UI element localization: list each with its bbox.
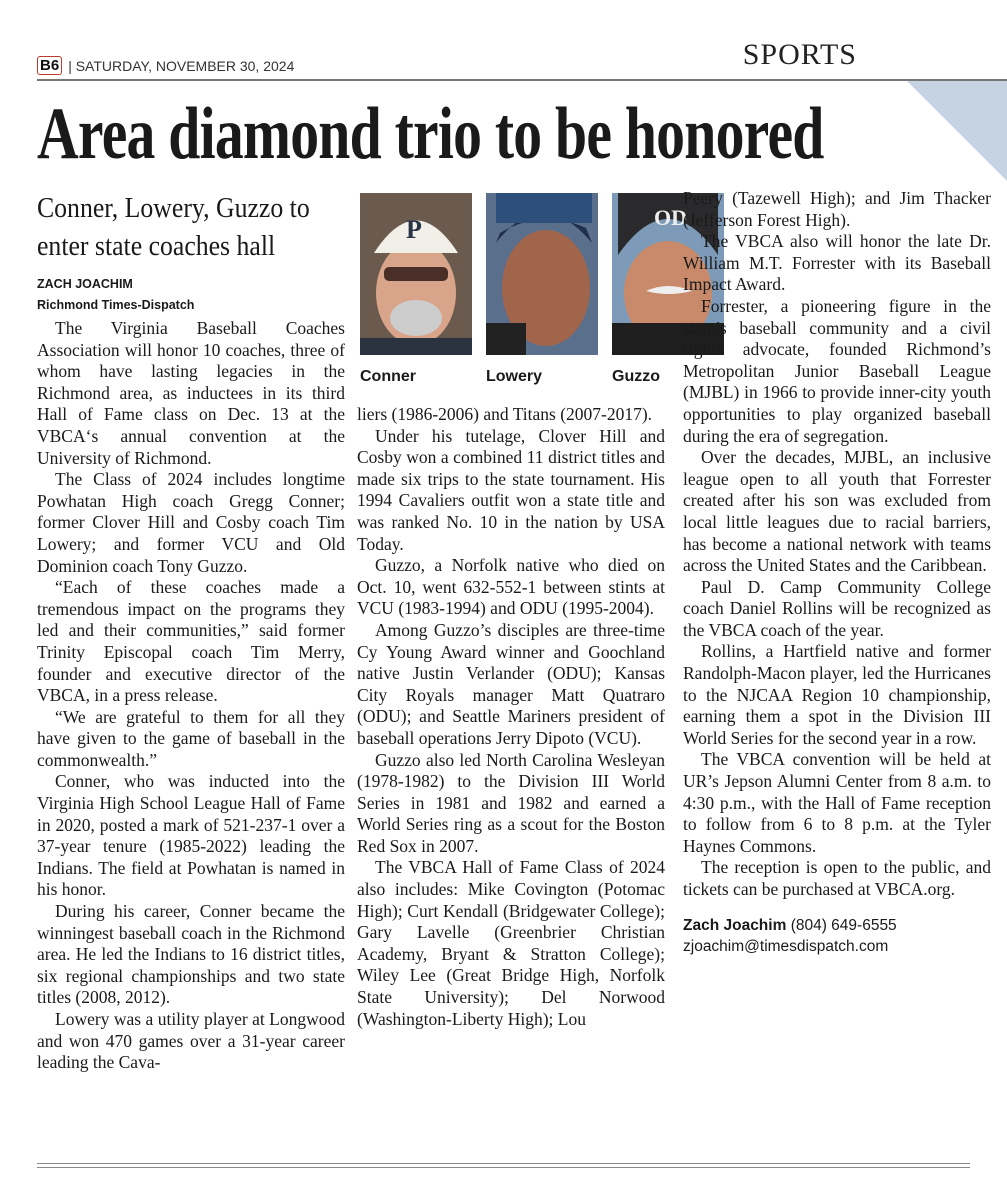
signoff-email[interactable]: zjoachim@timesdispatch.com (683, 937, 889, 955)
paragraph: “We are grateful to them for all they have given to the game of baseball in the commonwealth.” (37, 706, 345, 770)
author-signoff (683, 915, 991, 957)
paragraph: The Class of 2024 includes longtime Powhatan High coach Gregg Conner; former Clover Hill and Cosby coach Tim Lowery; and former VCU and Old Dominion coach Tony Guzzo. (37, 469, 345, 576)
issue-date: SATURDAY, NOVEMBER 30, 2024 (75, 57, 295, 74)
paragraph: Lowery was a utility player at Longwood and won 470 games over a 31-year career leading the Cava- (37, 1009, 345, 1073)
paragraph: During his career, Conner became the winningest baseball coach in the Richmond area. He led the Indians to 16 district titles, six regional championships and two state titles (2008, 2012). (37, 901, 345, 1008)
paragraph: “Each of these coaches made a tremendous impact on the programs they led and their communities,” said former Trinity Episcopal coach Tim Merry, founder and executive director of the VBCA, in a press release. (37, 577, 345, 706)
signoff-phone: (804) 649-6555 (790, 916, 897, 934)
folio (37, 56, 294, 75)
article-column-2 (357, 404, 665, 1030)
headline: Area diamond trio to be honored (37, 93, 824, 175)
byline (37, 274, 194, 316)
paragraph: Guzzo, a Norfolk native who died on Oct. 10, went 632-552-1 between stints at VCU (1983-1994) and ODU (1995-2004). (357, 555, 665, 619)
section-name: SPORTS (742, 38, 857, 71)
paragraph: Rollins, a Hartfield native and former Randolph-Macon player, led the Hurricanes to the NJCAA Region 10 championship, earning them a spot in the Division III World Series for the second year in a row. (683, 641, 991, 748)
photo-caption: Conner (360, 368, 416, 385)
article-column-3 (683, 188, 991, 957)
page-number: B6 (37, 56, 62, 75)
paragraph: Guzzo also led North Carolina Wesleyan (1978-1982) to the Division III World Series in 1981 and 1982 and earned a World Series ring as a scout for the Boston Red Sox in 2007. (357, 749, 665, 856)
signoff-name: Zach Joachim (683, 916, 787, 934)
corner-accent (907, 81, 1007, 181)
photo-conner (360, 193, 472, 386)
photo-caption: Lowery (486, 368, 543, 385)
paragraph: The VBCA also will honor the late Dr. William M.T. Forrester with its Baseball Impact Award. (683, 231, 991, 295)
paragraph: The reception is open to the public, and tickets can be purchased at VBCA.org. (683, 857, 991, 899)
paragraph: Conner, who was inducted into the Virginia High School League Hall of Fame in 2020, posted a mark of 521-237-1 over a 37-year tenure (1985-2022) leading the Indians. The field at Powhatan is named in his honor. (37, 771, 345, 900)
photo-row (360, 193, 724, 386)
byline-author: ZACH JOACHIM (37, 277, 133, 291)
svg-text:P: P (406, 215, 422, 244)
paragraph: Among Guzzo’s disciples are three-time Cy Young Award winner and Goochland native Justin Verlander (ODU); Kansas City Royals manager Matt Quatraro (ODU); and Seattle Mariners president of baseball operations Jerry Dipoto (VCU). (357, 619, 665, 748)
portrait-image (360, 193, 472, 355)
paragraph: Paul D. Camp Community College coach Daniel Rollins will be recognized as the VBCA coach of the year. (683, 576, 991, 640)
footer-rule (37, 1163, 970, 1168)
photo-caption: Guzzo (612, 368, 660, 385)
svg-text:OD: OD (654, 205, 687, 230)
deck-subheadline: Conner, Lowery, Guzzo to enter state coaches hall (37, 193, 310, 262)
divider: | (68, 57, 76, 74)
paragraph: Peery (Tazewell High); and Jim Thacker (Jefferson Forest High). (683, 188, 991, 230)
paragraph: liers (1986-2006) and Titans (2007-2017). (357, 404, 653, 424)
paragraph: The VBCA convention will be held at UR’s Jepson Alumni Center from 8 a.m. to 4:30 p.m., with the Hall of Fame reception to follow from 6 to 8 p.m. at the Tyler Haynes Commons. (683, 749, 991, 856)
article-column-1 (37, 318, 345, 1074)
paragraph: The Virginia Baseball Coaches Association will honor 10 coaches, three of whom have lasting legacies in the Richmond area, as inductees in its third Hall of Fame class on Dec. 13 at the VBCA‘s annual convention at the University of Richmond. (37, 318, 345, 468)
byline-outlet: Richmond Times-Dispatch (37, 298, 195, 312)
paragraph: Over the decades, MJBL, an inclusive league open to all youth that Forrester created after his son was excluded from local little leagues due to racial barriers, has become a national network with teams across the United States and the Caribbean. (683, 447, 991, 576)
paragraph: Under his tutelage, Clover Hill and Cosby won a combined 11 district titles and made six trips to the state tournament. His 1994 Cavaliers outfit won a state title and was ranked No. 10 in the nation by USA Today. (357, 425, 665, 554)
paragraph: The VBCA Hall of Fame Class of 2024 also includes: Mike Covington (Potomac High); Curt Kendall (Bridgewater College); Gary Lavelle (Greenbrier Christian Academy, Bryant & Stratton College); Wiley Lee (Great Bridge High, Norfolk State University); Del Norwood (Washington-Liberty High); Lou (357, 857, 665, 1029)
portrait-image (486, 193, 598, 355)
header-rule (37, 79, 1007, 81)
photo-lowery (486, 193, 598, 386)
paragraph: Forrester, a pioneering figure in the state’s baseball community and a civil rights advocate, founded Richmond’s Metropolitan Junior Baseball League (MJBL) in 1966 to provide inner-city youth opportunities to play organized baseball during the era of segregation. (683, 295, 991, 446)
